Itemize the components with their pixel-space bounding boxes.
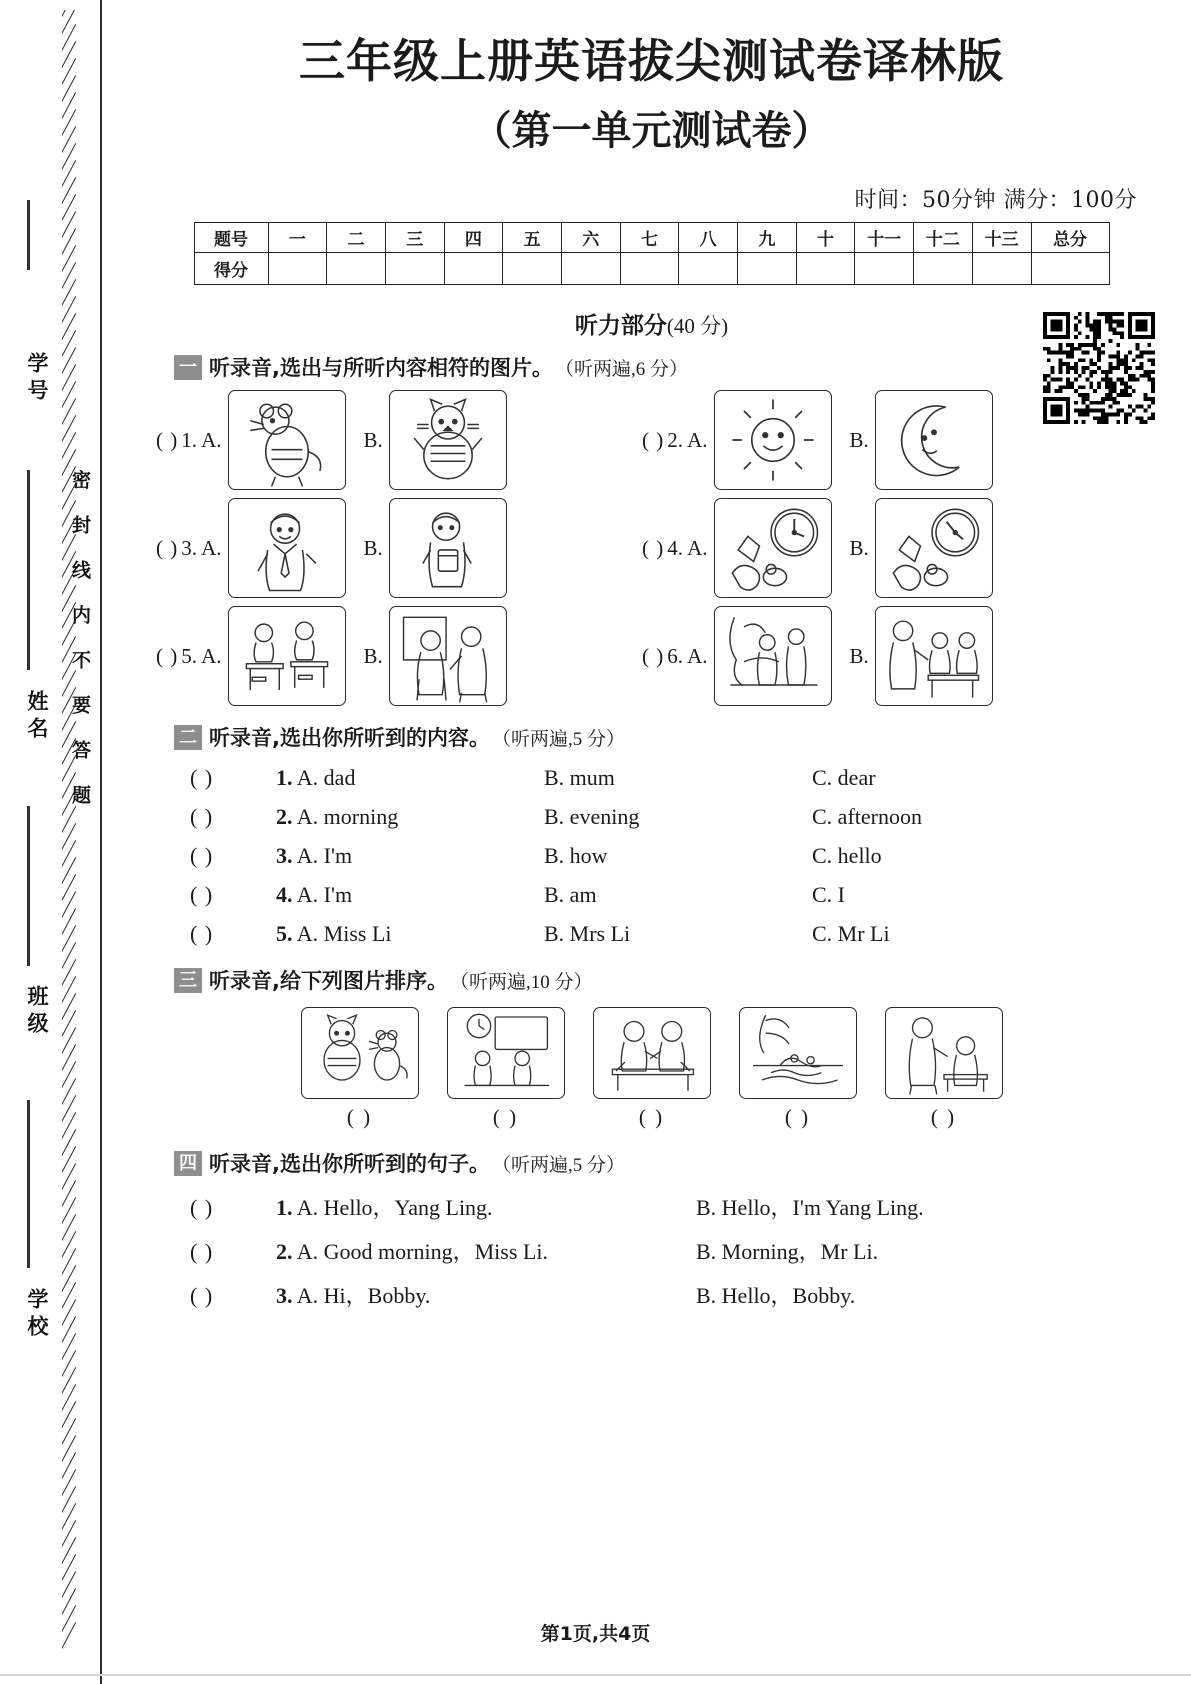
option-c[interactable]: C. I [812,882,845,908]
score-cell[interactable] [855,253,914,285]
seal-label-xingming: 姓名 [25,690,49,744]
score-row-label: 得分 [194,253,268,285]
answer-blank[interactable]: ( ) [190,1283,214,1309]
score-col-header: 五 [503,223,562,253]
picture-choice-group [642,606,1128,706]
score-col-header: 六 [561,223,620,253]
score-cell[interactable] [914,253,973,285]
two-boys-desk-icon [594,1008,710,1098]
answer-blank[interactable]: ( ) [642,427,665,452]
teacher-class-icon [876,607,992,705]
item-number: 6. A. [667,643,708,668]
score-col-header: 一 [268,223,327,253]
clock-eleven-icon [876,499,992,597]
clock-twelve-icon [715,499,831,597]
option-b-picture[interactable] [875,390,993,490]
picture-choice-row [156,606,1147,706]
tree-outdoor-icon [740,1008,856,1098]
ordering-answer-blank[interactable]: ( ) [346,1105,373,1130]
option-row [190,1279,1147,1310]
listening-part-label: 听力部分 [574,313,667,340]
option-b[interactable]: B. mum [544,765,615,791]
bottom-divider [0,1674,1191,1676]
option-a-picture[interactable] [228,606,346,706]
seal-rule [27,806,30,966]
score-table [194,222,1110,285]
score-col-header: 九 [738,223,797,253]
option-b[interactable]: B. how [544,843,608,869]
seal-label-banji: 班级 [25,985,49,1039]
seal-warning-text: 密封线内不要答题 [69,470,91,830]
option-b-label: B. [363,643,383,668]
score-col-header: 十 [796,223,855,253]
option-b[interactable]: B. evening [544,804,640,830]
students-talking-icon [390,607,506,705]
listening-part-banner [156,307,1147,340]
exam-meta: 时间：50分钟 满分：100分 [854,188,1137,214]
ordering-answer-blank[interactable]: ( ) [638,1105,665,1130]
seal-label-xuehao: 学号 [25,352,49,406]
seal-rule [27,200,30,270]
option-b-label: B. [849,535,869,560]
option-a[interactable]: 4. A. I'm [276,882,353,908]
item-number: 1. A. [181,427,222,452]
option-b-label: B. [849,427,869,452]
section-heading-2 [174,722,1147,752]
picture-choice-group [156,390,642,490]
score-cell[interactable] [972,253,1031,285]
option-b[interactable]: B. Mrs Li [544,921,631,947]
option-c[interactable]: C. Mr Li [812,921,890,947]
picture-choice-group [642,498,1128,598]
score-cell[interactable] [561,253,620,285]
option-a-picture[interactable] [714,606,832,706]
seal-rule [27,1100,30,1268]
ordering-picture[interactable] [739,1007,857,1099]
section-tail: （听两遍,6 分） [554,358,688,380]
option-b[interactable]: B. Morning，Mr Li. [696,1239,879,1265]
option-c[interactable]: C. hello [812,843,882,869]
section-tail: （听两遍,10 分） [449,971,593,993]
ordering-answer-blank[interactable]: ( ) [784,1105,811,1130]
option-a-picture[interactable] [228,390,346,490]
option-a[interactable]: 5. A. Miss Li [276,921,392,947]
item-number: 2. A. [667,427,708,452]
answer-blank[interactable]: ( ) [190,843,214,869]
section-prompt: 听录音,选出你所听到的句子。 [209,1152,490,1177]
score-cell[interactable] [1031,253,1109,285]
sun-icon [715,391,831,489]
page-content [112,0,1191,1684]
tree-people-icon [715,607,831,705]
ordering-cell [885,1007,1003,1130]
score-cell[interactable] [385,253,444,285]
section-prompt: 听录音,选出与所听内容相符的图片。 [209,356,553,381]
seal-label-xuexiao: 学校 [25,1288,49,1342]
cat-icon [390,391,506,489]
ordering-picture[interactable] [593,1007,711,1099]
option-row [190,765,1147,791]
score-cell[interactable] [503,253,562,285]
page-title: 三年级上册英语拔尖测试卷译林版 [299,34,1004,88]
option-b-picture[interactable] [875,606,993,706]
cat-and-mouse-icon [302,1008,418,1098]
section-number-badge: 一 [174,355,202,380]
boy-greeting-icon [229,499,345,597]
ordering-cell [593,1007,711,1130]
teacher-student-icon [886,1008,1002,1098]
answer-blank[interactable]: ( ) [156,427,179,452]
section-prompt: 听录音,给下列图片排序。 [209,969,448,994]
section-heading-1 [174,352,1147,382]
section-tail: （听两遍,5 分） [491,1154,625,1176]
ordering-answer-blank[interactable]: ( ) [930,1105,957,1130]
seal-margin [0,0,112,1684]
answer-blank[interactable]: ( ) [190,1239,214,1265]
score-col-header: 十一 [855,223,914,253]
option-a-picture[interactable] [714,498,832,598]
classroom-clock-icon [448,1008,564,1098]
option-c[interactable]: C. afternoon [812,804,922,830]
option-a[interactable]: 3. A. Hi，Bobby. [276,1283,431,1309]
score-row-label: 题号 [194,223,268,253]
item-number: 3. A. [181,535,222,560]
boy-drinking-icon [390,499,506,597]
item-number: 5. A. [181,643,222,668]
score-col-header: 二 [327,223,386,253]
option-b[interactable]: B. Hello，Bobby. [696,1283,856,1309]
seal-divider-line [100,0,102,1684]
score-col-header: 十三 [972,223,1031,253]
option-b[interactable]: B. Hello，I'm Yang Ling. [696,1195,924,1221]
section-tail: （听两遍,5 分） [491,728,625,750]
seal-rule [27,470,30,670]
answer-blank[interactable]: ( ) [190,1195,214,1221]
option-a[interactable]: 3. A. I'm [276,843,353,869]
moon-icon [876,391,992,489]
score-col-header: 四 [444,223,503,253]
ordering-cell [301,1007,419,1130]
ordering-picture-row [156,1007,1147,1130]
ordering-cell [447,1007,565,1130]
mouse-icon [229,391,345,489]
option-row [190,843,1147,869]
score-cell[interactable] [738,253,797,285]
answer-blank[interactable]: ( ) [642,643,665,668]
option-b-picture[interactable] [389,390,507,490]
score-col-header: 十二 [914,223,973,253]
picture-choice-group [156,498,642,598]
option-a-picture[interactable] [228,498,346,598]
answer-blank[interactable]: ( ) [190,765,214,791]
option-b-picture[interactable] [389,498,507,598]
picture-choice-row [156,498,1147,598]
score-cell[interactable] [620,253,679,285]
option-a[interactable]: 2. A. morning [276,804,399,830]
section-heading-3 [174,965,1147,995]
option-a[interactable]: 1. A. dad [276,765,356,791]
qr-code-icon [1043,312,1155,424]
score-cell[interactable] [444,253,503,285]
score-col-header: 七 [620,223,679,253]
option-a[interactable]: 2. A. Good morning，Miss Li. [276,1239,548,1265]
answer-blank[interactable]: ( ) [642,535,665,560]
option-a[interactable]: 1. A. Hello，Yang Ling. [276,1195,493,1221]
option-b-picture[interactable] [875,498,993,598]
option-b-label: B. [363,427,383,452]
section-number-badge: 二 [174,725,202,750]
picture-choice-group [156,606,642,706]
option-b[interactable]: B. am [544,882,597,908]
option-a-picture[interactable] [714,390,832,490]
option-b-label: B. [849,643,869,668]
answer-blank[interactable]: ( ) [190,921,214,947]
score-col-header: 八 [679,223,738,253]
answer-blank[interactable]: ( ) [156,643,179,668]
score-cell[interactable] [679,253,738,285]
score-cell[interactable] [327,253,386,285]
table-row [194,223,1109,253]
option-row [190,1191,1147,1222]
option-b-picture[interactable] [389,606,507,706]
score-col-header: 三 [385,223,444,253]
option-c[interactable]: C. dear [812,765,876,791]
section-number-badge: 三 [174,968,202,993]
option-row [190,882,1147,908]
option-row [190,921,1147,947]
picture-choice-row [156,390,1147,490]
answer-blank[interactable]: ( ) [156,535,179,560]
score-cell[interactable] [268,253,327,285]
score-cell[interactable] [796,253,855,285]
option-b-label: B. [363,535,383,560]
ordering-picture[interactable] [885,1007,1003,1099]
listening-part-points: (40 分) [666,314,729,339]
option-row [190,1235,1147,1266]
ordering-cell [739,1007,857,1130]
answer-blank[interactable]: ( ) [190,882,214,908]
ordering-picture[interactable] [301,1007,419,1099]
table-row [194,253,1109,285]
seal-label-column [6,0,52,1684]
score-total-header: 总分 [1031,223,1109,253]
section-heading-4 [174,1148,1147,1178]
answer-blank[interactable]: ( ) [190,804,214,830]
page-subtitle: （第一单元测试卷） [471,107,832,155]
classroom-desks-icon [229,607,345,705]
section-number-badge: 四 [174,1151,202,1176]
ordering-picture[interactable] [447,1007,565,1099]
item-number: 4. A. [667,535,708,560]
page-footer: 第1页,共4页 [540,1623,651,1645]
ordering-answer-blank[interactable]: ( ) [492,1105,519,1130]
section-prompt: 听录音,选出你所听到的内容。 [209,726,490,751]
seal-hatching [62,10,92,1674]
option-row [190,804,1147,830]
